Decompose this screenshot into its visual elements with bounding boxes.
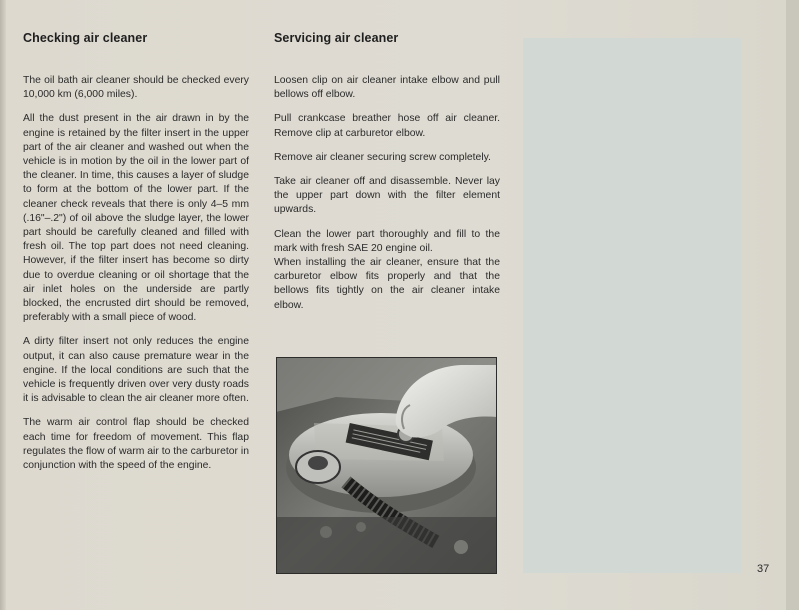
page-number: 37 <box>757 563 770 575</box>
left-column <box>23 74 249 483</box>
left-paragraph-3: A dirty filter insert not only reduces the engine output, it can also cause premature wear in the engine. If the local conditions are such that the vehicle is frequently driven over very dusty roads it is advisable to clean the air cleaner more often. <box>23 336 249 405</box>
right-paragraph-5: Clean the lower part thoroughly and fill to the mark with fresh SAE 20 engine oil. <box>274 228 500 254</box>
left-paragraph-1: The oil bath air cleaner should be checked every 10,000 km (6,000 miles). <box>23 75 249 101</box>
air-cleaner-photo <box>276 357 497 574</box>
binding-edge <box>0 0 6 610</box>
right-paragraph-3: Remove air cleaner securing screw completely. <box>274 151 491 163</box>
engine-bay-illustration <box>276 357 497 574</box>
right-paragraph-2: Pull crankcase breather hose off air cleaner. Remove clip at carburetor elbow. <box>274 113 500 139</box>
left-paragraph-4: The warm air control flap should be checked each time for freedom of movement. This flap regulates the flow of warm air to the carburetor in conjunction with the speed of the engine. <box>23 417 249 472</box>
right-paragraph-1: Loosen clip on air cleaner intake elbow and pull bellows off elbow. <box>274 75 500 101</box>
page-edge <box>786 0 799 610</box>
heading-checking-air-cleaner: Checking air cleaner <box>23 31 148 45</box>
right-paragraph-4: Take air cleaner off and disassemble. Never lay the upper part down with the filter element upwards. <box>274 176 500 216</box>
margin-tint-band <box>523 38 741 573</box>
heading-servicing-air-cleaner: Servicing air cleaner <box>274 31 399 45</box>
right-paragraph-6: When installing the air cleaner, ensure that the carburetor elbow fits properly and that the bellows fits tightly on the air cleaner intake elbow. <box>274 257 500 311</box>
right-column <box>274 74 500 323</box>
left-paragraph-2: All the dust present in the air drawn in by the engine is retained by the filter insert in the upper part of the air cleaner and washed out when the vehicle is in motion by the oil in the lower part of the cleaner. In time, this causes a layer of sludge to form at the bottom of the lower part. If the cleaner check reveals that there is only 4–5 mm (.16"–.2") of oil above the sludge layer, the lower part should be carefully cleaned and filled with fresh oil. The top part does not need cleaning. However, if the filter insert has become so dirty due to overdue cleaning or oil shortage that the air inlet holes on the underside are partly blocked, the encrusted dirt should be removed, preferably with a small piece of wood. <box>23 113 249 324</box>
